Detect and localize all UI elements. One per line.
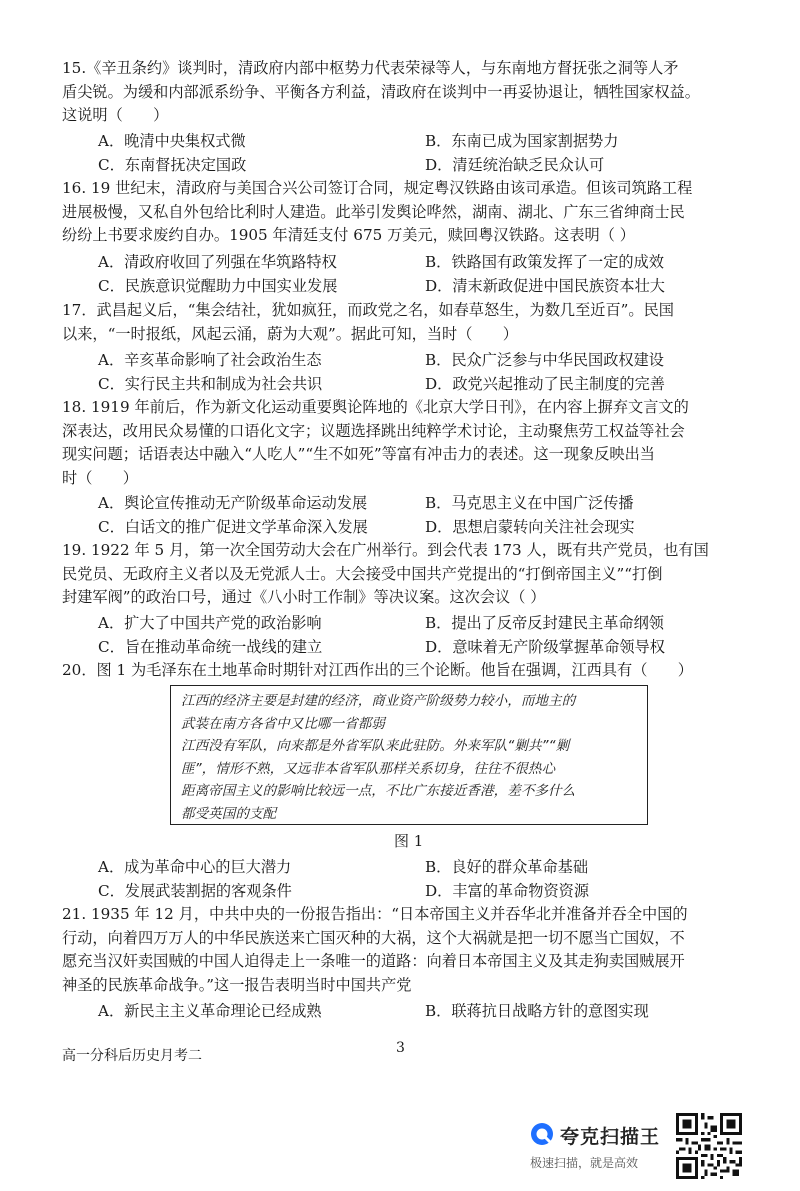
- option-d[interactable]: D．政党兴起推动了民主制度的完善: [425, 374, 665, 393]
- footer-exam-title: 高一分科后历史月考二: [62, 1048, 202, 1064]
- question-line: 18. 1919 年前后，作为新文化运动重要舆论阵地的《北京大学日刊》，在内容上摒弃文言文的: [62, 398, 689, 416]
- figure-1-box: [170, 685, 648, 825]
- option-a[interactable]: A．晚清中央集权式微: [98, 132, 246, 150]
- option-b[interactable]: B．提出了反帝反封建民主革命纲领: [425, 614, 664, 632]
- question-15-options: [62, 130, 742, 177]
- option-c[interactable]: C．实行民主共和制成为社会共识: [98, 374, 323, 393]
- option-d[interactable]: D．思想启蒙转向关注社会现实: [425, 517, 635, 536]
- question-line: 民党员、无政府主义者以及无党派人士。大会接受中国共产党提出的“打倒帝国主义”“打倒: [62, 564, 663, 583]
- question-16: [62, 177, 742, 248]
- question-line: 愿充当汉奸卖国贼的中国人迫得走上一条唯一的道路：向着日本帝国主义及其走狗卖国贼展开: [62, 952, 685, 970]
- question-line: 神圣的民族革命战争。”这一报告表明当时中国共产党: [62, 975, 412, 994]
- option-c[interactable]: C．发展武装割据的客观条件: [98, 881, 292, 900]
- figure-line: 距离帝国主义的影响比较远一点，不比广东接近香港，差不多什么: [181, 783, 576, 799]
- question-18: [62, 396, 742, 490]
- figure-line: 武装在南方各省中又比哪一省都弱: [181, 715, 385, 732]
- brand-slogan: 极速扫描，就是高效: [530, 1156, 639, 1170]
- figure-line: 江西没有军队，向来都是外省军队来此驻防。外来军队“剿共”“剿: [181, 738, 570, 754]
- question-21: [62, 903, 742, 997]
- question-line: 以来，“一时报纸，风起云涌，蔚为大观”。据此可知，当时（ ）: [62, 324, 518, 343]
- question-16-options: [62, 251, 742, 298]
- question-line: 21. 1935 年 12 月，中共中央的一份报告指出：“日本帝国主义并吞华北并准备并吞全中国的: [62, 905, 688, 923]
- page-number: 3: [396, 1040, 405, 1056]
- qr-code-icon: [676, 1113, 742, 1179]
- option-b[interactable]: B．东南已成为国家割据势力: [425, 132, 619, 150]
- option-a[interactable]: A．扩大了中国共产党的政治影响: [98, 614, 322, 632]
- option-b[interactable]: B．民众广泛参与中华民国政权建设: [425, 351, 664, 369]
- option-d[interactable]: D．清廷统治缺乏民众认可: [425, 155, 605, 174]
- question-17: [62, 299, 742, 346]
- option-a[interactable]: A．新民主主义革命理论已经成熟: [98, 1002, 322, 1020]
- question-15: [62, 57, 742, 128]
- question-line: 盾尖锐。为缓和内部派系纷争、平衡各方利益，清政府在谈判中一再妥协退让，牺牲国家权益。: [62, 82, 700, 101]
- option-c[interactable]: C．民族意识觉醒助力中国实业发展: [98, 276, 338, 295]
- figure-line: 都受英国的支配: [181, 805, 277, 822]
- question-line: 进展极慢，又私自外包给比利时人建造。此举引发舆论哗然，湖南、湖北、广东三省绅商士民: [62, 202, 685, 221]
- brand-name: 夸克扫描王: [560, 1126, 661, 1148]
- option-a[interactable]: A．辛亥革命影响了社会政治生态: [98, 351, 322, 369]
- question-line: 16. 19 世纪末，清政府与美国合兴公司签订合同，规定粤汉铁路由该司承造。但该司筑路工程: [62, 179, 693, 197]
- option-c[interactable]: C．白话文的推广促进文学革命深入发展: [98, 517, 368, 536]
- figure-line: 匪”，情形不熟，又远非本省军队那样关系切身，往往不很热心: [181, 760, 556, 777]
- question-line: 20．图 1 为毛泽东在土地革命时期针对江西作出的三个论断。他旨在强调，江西具有（ ）: [62, 661, 693, 679]
- scanner-watermark: [530, 1118, 670, 1172]
- quark-logo-icon: [530, 1122, 554, 1146]
- question-line: 17．武昌起义后，“集会结社，犹如疯狂，而政党之名，如春草怒生，为数几至近百”。民国: [62, 301, 674, 319]
- option-b[interactable]: B．联蒋抗日战略方针的意图实现: [425, 1002, 649, 1020]
- option-a[interactable]: A．清政府收回了列强在华筑路特权: [98, 253, 337, 271]
- option-d[interactable]: D．清末新政促进中国民族资本壮大: [425, 276, 665, 295]
- option-d[interactable]: D．丰富的革命物资资源: [425, 881, 590, 900]
- option-c[interactable]: C．旨在推动革命统一战线的建立: [98, 637, 323, 656]
- question-line: 纷纷上书要求废约自办。1905 年清廷支付 675 万美元，赎回粤汉铁路。这表明（ ）: [62, 226, 635, 244]
- question-line: 15.《辛丑条约》谈判时，清政府内部中枢势力代表荣禄等人，与东南地方督抚张之洞等人矛: [62, 59, 679, 77]
- question-21-options: [62, 1000, 742, 1024]
- question-line: 深表达，改用民众易懂的口语化文字；议题选择跳出纯粹学术讨论，主动聚焦劳工权益等社会: [62, 421, 685, 440]
- option-b[interactable]: B．铁路国有政策发挥了一定的成效: [425, 253, 664, 271]
- figure-line: 江西的经济主要是封建的经济，商业资产阶级势力较小，而地主的: [181, 693, 576, 709]
- question-19: [62, 539, 742, 610]
- option-d[interactable]: D．意味着无产阶级掌握革命领导权: [425, 637, 665, 656]
- option-b[interactable]: B．马克思主义在中国广泛传播: [425, 494, 634, 512]
- question-line: 时（ ）: [62, 468, 138, 487]
- question-line: 现实问题；话语表达中融入“人吃人”“生不如死”等富有冲击力的表述。这一现象反映出当: [62, 445, 655, 463]
- question-18-options: [62, 492, 742, 539]
- question-17-options: [62, 349, 742, 396]
- option-b[interactable]: B．良好的群众革命基础: [425, 858, 589, 876]
- question-line: 行动，向着四万万人的中华民族送来亡国灭种的大祸，这个大祸就是把一切不愿当亡国奴，不: [62, 928, 685, 947]
- option-a[interactable]: A．舆论宣传推动无产阶级革命运动发展: [98, 494, 368, 512]
- question-20-options: [62, 856, 742, 903]
- figure-caption: 图 1: [394, 832, 424, 850]
- question-line: 封建军阀”的政治口号，通过《八小时工作制》等决议案。这次会议（ ）: [62, 588, 546, 606]
- question-line: 19. 1922 年 5 月，第一次全国劳动大会在广州举行。到会代表 173 人，既有共产党员，也有国: [62, 541, 709, 559]
- question-20: [62, 659, 742, 683]
- question-19-options: [62, 612, 742, 659]
- question-line: 这说明（ ）: [62, 106, 169, 124]
- option-c[interactable]: C．东南督抚决定国政: [98, 155, 247, 174]
- option-a[interactable]: A．成为革命中心的巨大潜力: [98, 858, 292, 876]
